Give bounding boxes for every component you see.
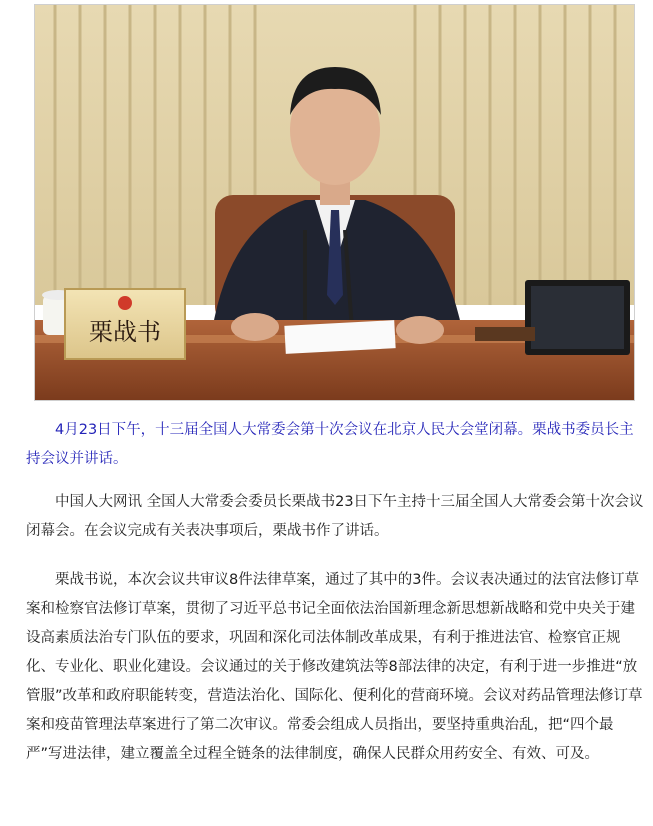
nameplate-text: 栗战书 [89,318,161,346]
article-paragraph-2: 栗战书说，本次会议共审议8件法律草案，通过了其中的3件。会议表决通过的法官法修订草案和检察官法修订草案，贯彻了习近平总书记全面依法治国新理念新思想新战略和党中央关于建设高素质法治专门队伍的要求，巩固和深化司法体制改革成果，有利于推进法官、检察官正规化、专业化、职业化建设。会议通过的关于修改建筑法等8部法律的决定，有利于进一步推进“放管服”改革和政府职能转变，营造法治化、国际化、便利化的营商环境。会议对药品管理法修订草案和疫苗管理法草案进行了第二次审议。常委会组成人员指出，要坚持重典治乱，把“四个最严”写进法律，建立覆盖全过程全链条的法律制度，确保人民群众用药安全、有效、可及。 [26,572,643,762]
photo-illustration [35,5,635,401]
article-paragraph-1: 中国人大网讯 全国人大常委会委员长栗战书23日下午主持十三届全国人大常委会第十次会议闭幕会。在会议完成有关表决事项后，栗战书作了讲话。 [26,494,644,539]
news-photo [34,4,635,401]
photo-caption: 4月23日下午，十三届全国人大常委会第十次会议在北京人民大会堂闭幕。栗战书委员长主持会议并讲话。 [26,422,634,467]
